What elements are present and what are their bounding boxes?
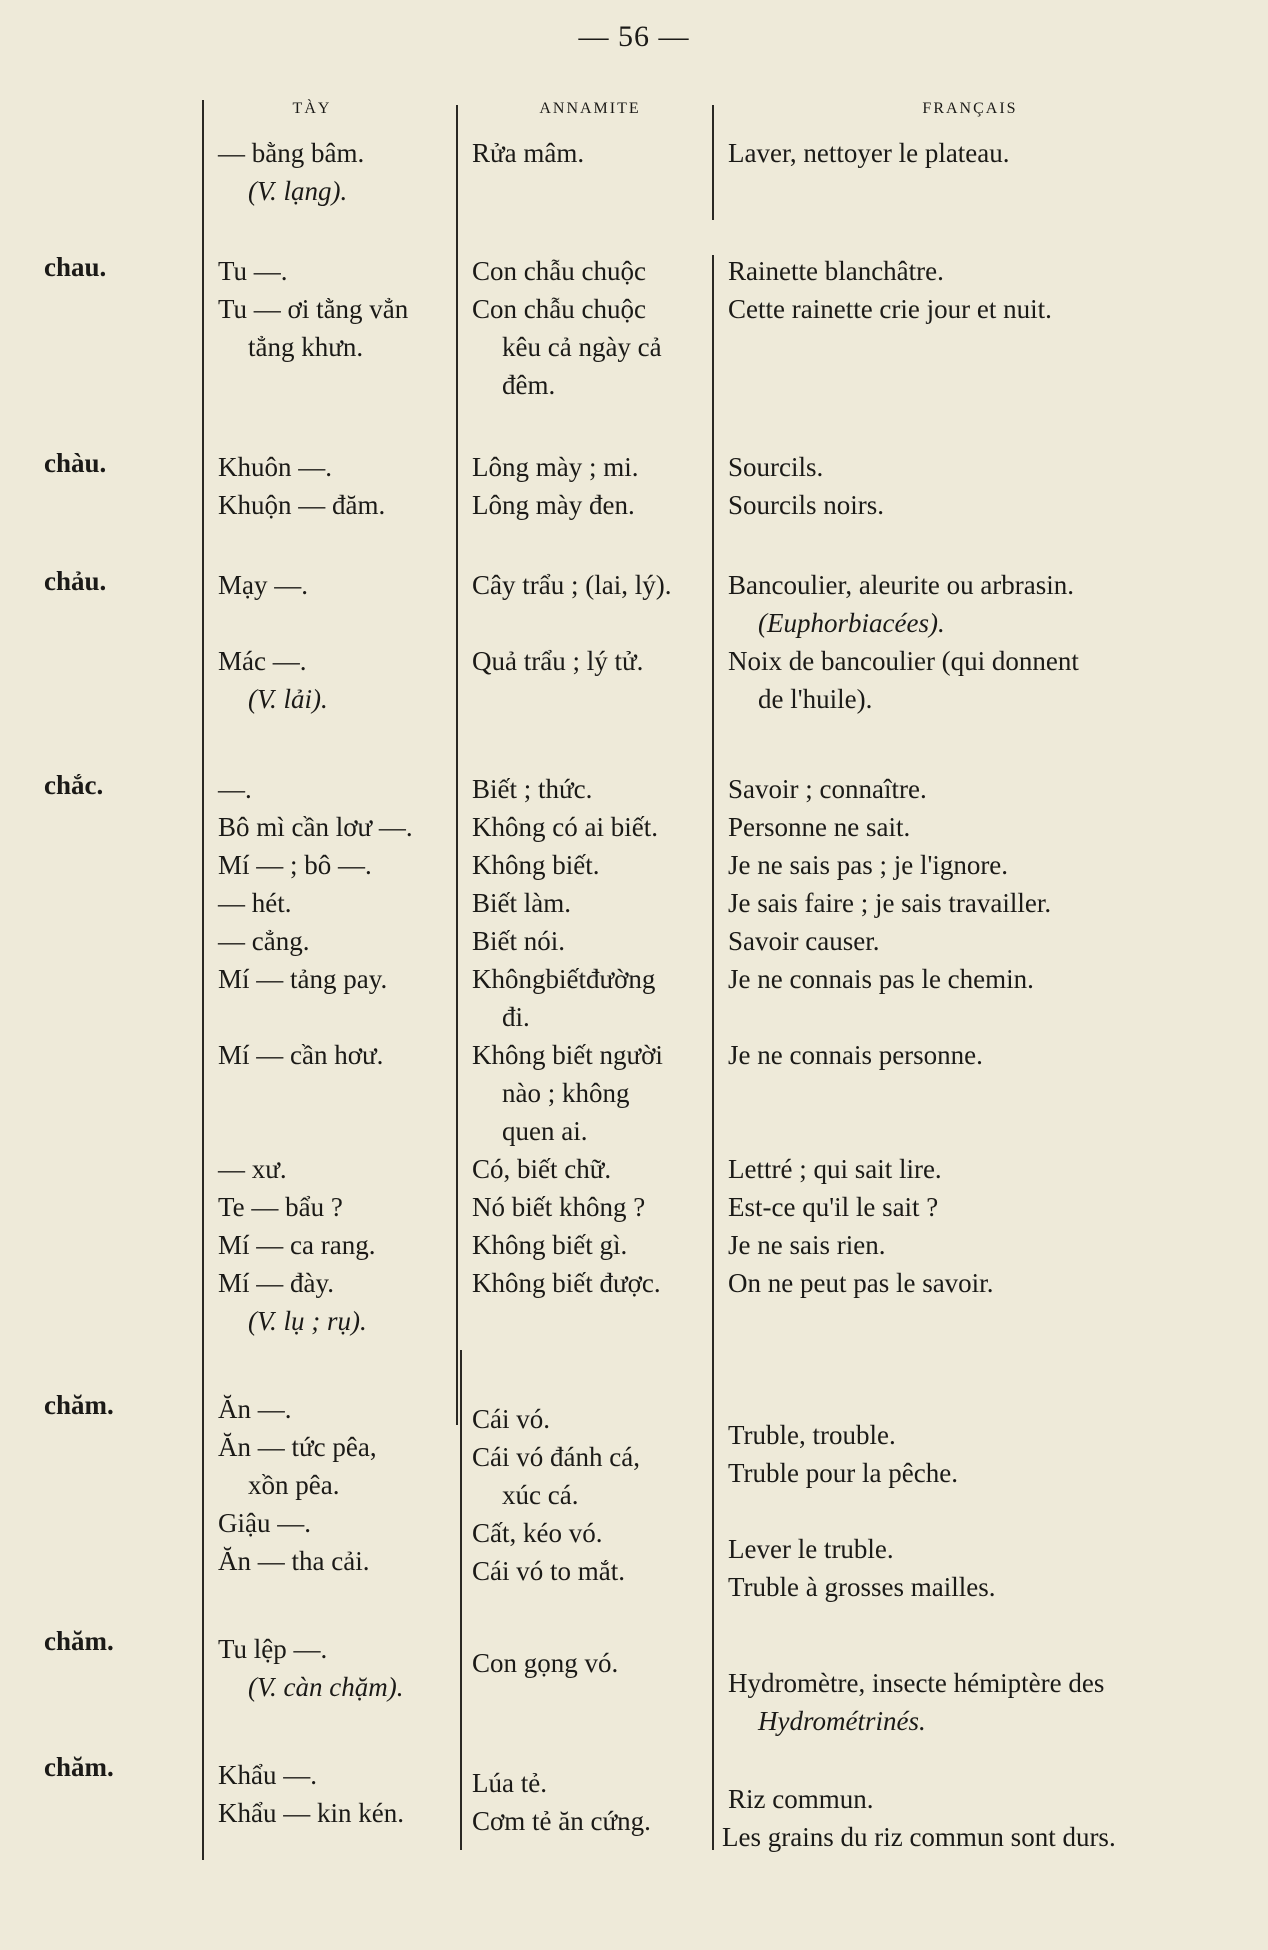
ann-line: Con gọng vó. [472,1648,619,1678]
tay-line: tẳng khưn. [248,332,364,362]
tay-line: (V. càn chặm). [248,1672,404,1702]
column-rule-right-top [712,105,714,220]
fr-line: Sourcils noirs. [728,490,885,520]
entry-4-annamite [472,770,663,1302]
entry-2-tay [218,448,385,524]
entry-6-francais [728,1664,1104,1740]
header-annamite: ANNAMITE [539,100,641,117]
ann-line: quen ai. [502,1116,588,1146]
fr-line: Lever le truble. [728,1534,894,1564]
tay-line: — cẳng. [218,926,310,956]
ann-line: đêm. [502,370,556,400]
entry-7-tay [218,1756,404,1832]
entry-7-keyword: chăm. [44,1752,114,1782]
ann-line: Cơm tẻ ăn cứng. [472,1806,651,1836]
entry-2-keyword: chàu. [44,448,107,478]
entry-5-annamite [472,1400,640,1590]
ann-line: nào ; không [502,1078,630,1108]
entry-7-annamite [472,1764,651,1840]
entry-5-tay [218,1390,377,1580]
fr-line: Laver, nettoyer le plateau. [728,138,1010,168]
fr-line: Riz commun. [728,1784,874,1814]
ann-line: Lông mày đen. [472,490,635,520]
column-rule-middle-upper [456,105,458,1425]
tay-line: Mạy —. [218,570,308,600]
fr-line: On ne peut pas le savoir. [728,1268,994,1298]
tay-line: Mí — ; bô —. [218,850,372,880]
tay-line: Mác —. [218,646,307,676]
ann-line: Rửa mâm. [472,138,585,168]
tay-line: — xư. [218,1154,287,1184]
tay-line: Khuôn —. [218,452,332,482]
tay-line: Ăn — tha cải. [218,1546,370,1576]
ann-line: Khôngbiếtđường [472,964,656,994]
tay-line: Mí — ca rang. [218,1230,376,1260]
ann-line: Lông mày ; mi. [472,452,639,482]
fr-line: Noix de bancoulier (qui donnent [728,646,1079,676]
ann-line: Quả trẩu ; lý tử. [472,646,644,676]
entry-1-keyword: chau. [44,252,107,282]
tay-line: Mí — đày. [218,1268,334,1298]
fr-line: Hydrométrinés. [758,1706,926,1736]
ann-line: Biết ; thức. [472,774,593,804]
entry-2-annamite [472,448,638,524]
tay-line: —. [218,774,252,804]
ann-line: Cái vó. [472,1404,550,1434]
fr-line: Bancoulier, aleurite ou arbrasin. [728,570,1075,600]
fr-line: Je ne connais personne. [728,1040,983,1070]
fr-line: Je ne sais rien. [728,1230,886,1260]
tay-line: Ăn — tức pêa, [218,1432,377,1462]
entry-2-francais [728,448,884,524]
tay-line: Khuộn — đăm. [218,490,386,520]
ann-line: Cái vó to mắt. [472,1556,625,1586]
entry-3-francais [728,566,1079,718]
ann-line: Con chẫu chuộc [472,294,646,324]
tay-line: (V. lụ ; rụ). [248,1306,367,1336]
page-number: — 56 — [578,20,690,53]
fr-line: Hydromètre, insecte hémiptère des [728,1668,1105,1698]
fr-line: Je sais faire ; je sais travailler. [728,888,1052,918]
fr-line: Les grains du riz commun sont durs. [722,1822,1116,1852]
ann-line: xúc cá. [502,1480,579,1510]
fr-line: Savoir causer. [728,926,880,956]
column-rule-left [202,100,204,1860]
tay-line: Tu — ơi tằng vẳn [218,294,409,324]
fr-line: Je ne connais pas le chemin. [728,964,1034,994]
entry-5-keyword: chăm. [44,1390,114,1420]
ann-line: Không biết. [472,850,600,880]
fr-line: Truble à grosses mailles. [728,1572,996,1602]
header-francais: FRANÇAIS [922,100,1018,117]
header-tay: TÀY [292,100,332,117]
tay-line: Tu lệp —. [218,1634,328,1664]
ann-line: Cất, kéo vó. [472,1518,603,1548]
fr-line: (Euphorbiacées). [758,608,945,638]
tay-line: Te — bẩu ? [218,1192,343,1222]
tay-line: (V. lải). [248,684,328,714]
entry-6-keyword: chăm. [44,1626,114,1656]
entry-4-francais [728,770,1051,1302]
entry-4-tay [218,770,413,1340]
ann-line: Biết nói. [472,926,565,956]
fr-line: Est-ce qu'il le sait ? [728,1192,939,1222]
entry-6-annamite [472,1644,618,1682]
ann-line: Cây trẩu ; (lai, lý). [472,570,672,600]
tay-line: Giậu —. [218,1508,311,1538]
fr-line: Personne ne sait. [728,812,911,842]
entry-1-tay [218,252,408,366]
tay-line: Mí — tảng pay. [218,964,388,994]
tay-line: Khẩu — kin kén. [218,1798,404,1828]
tay-line: Mí — cần hơư. [218,1040,384,1070]
ann-line: Biết làm. [472,888,571,918]
tay-line: Khẩu —. [218,1760,317,1790]
tay-line: xồn pêa. [248,1470,340,1500]
fr-line: Truble, trouble. [728,1420,896,1450]
entry-5-francais [728,1416,995,1606]
ann-line: Cái vó đánh cá, [472,1442,640,1472]
tay-line: Tu —. [218,256,288,286]
tay-line: Bô mì cần lơư —. [218,812,413,842]
tay-line: — bằng bâm. [218,138,365,168]
fr-line: Rainette blanchâtre. [728,256,944,286]
tay-line: Ăn —. [218,1394,292,1424]
entry-4-keyword: chắc. [44,770,104,800]
fr-line: Sourcils. [728,452,824,482]
ann-line: kêu cả ngày cả [502,332,662,362]
ann-line: Không có ai biết. [472,812,658,842]
column-rule-right [712,255,714,1850]
entry-3-tay [218,566,328,718]
fr-line: Savoir ; connaître. [728,774,927,804]
ann-line: Không biết được. [472,1268,661,1298]
ann-line: Nó biết không ? [472,1192,646,1222]
ann-line: Có, biết chữ. [472,1154,612,1184]
entry-7-francais [722,1780,1116,1856]
ann-line: Lúa tẻ. [472,1768,547,1798]
fr-line: de l'huile). [758,684,873,714]
ann-line: Không biết gì. [472,1230,628,1260]
fr-line: Cette rainette crie jour et nuit. [728,294,1052,324]
ann-line: đi. [502,1002,530,1032]
column-rule-middle-lower [460,1350,462,1850]
entry-0-tay [218,134,364,210]
tay-line: — hét. [218,888,292,918]
entry-1-francais [728,252,1052,328]
entry-6-tay [218,1630,403,1706]
ann-line: Không biết người [472,1040,663,1070]
entry-1-annamite [472,252,662,404]
fr-line: Je ne sais pas ; je l'ignore. [728,850,1009,880]
entry-0-francais [728,134,1010,172]
ann-line: Con chẫu chuộc [472,256,646,286]
fr-line: Lettré ; qui sait lire. [728,1154,942,1184]
entry-3-annamite [472,566,671,680]
fr-line: Truble pour la pêche. [728,1458,958,1488]
entry-0-annamite [472,134,584,172]
entry-3-keyword: chảu. [44,566,107,596]
tay-line: (V. lạng). [248,176,348,206]
